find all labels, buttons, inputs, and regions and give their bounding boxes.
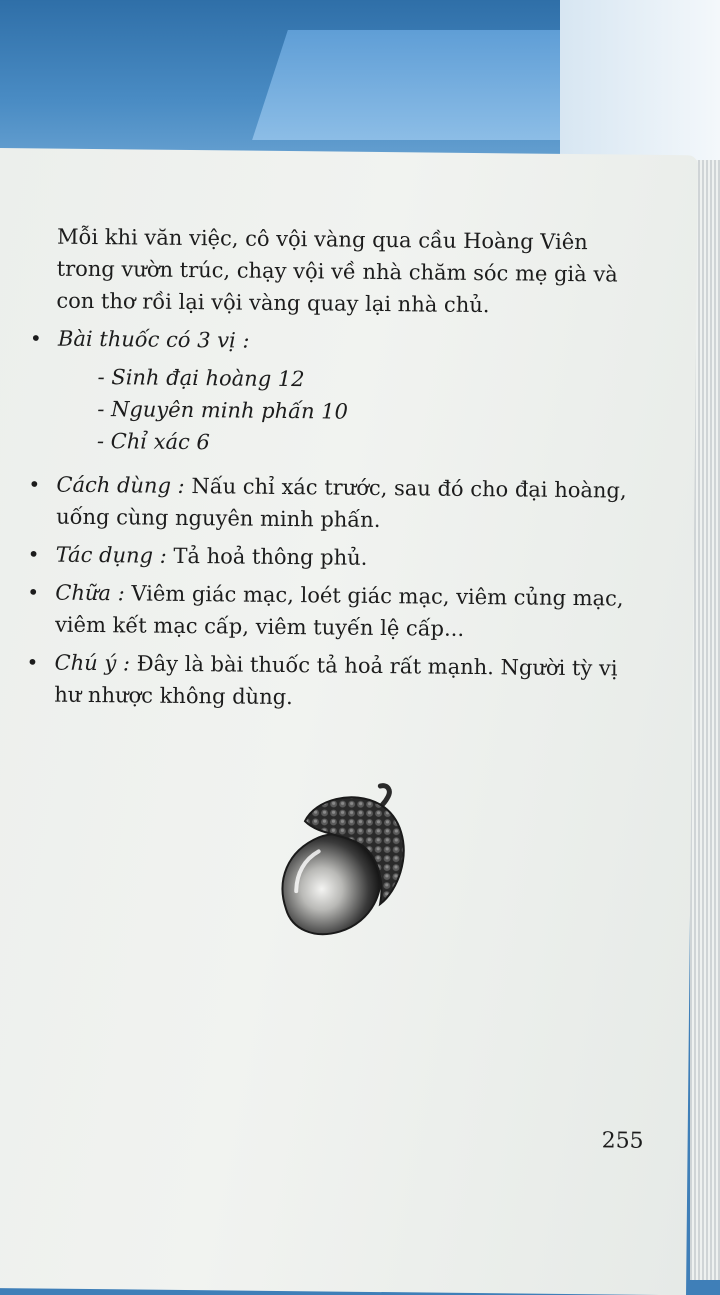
page-number: 255 [601,1128,644,1154]
treats-label: Chữa : [55,580,125,606]
remedy-item [29,323,636,361]
background-wall [560,0,720,170]
bullet: • [29,326,42,351]
ingredient-list [97,361,636,463]
bullet: • [28,472,41,497]
ingredient-item: - Sinh đại hoàng 12 [97,365,305,392]
acorn-icon [274,781,416,942]
bullet: • [26,650,39,675]
ingredient-item: - Chỉ xác 6 [96,429,210,455]
note-text: Đây là bài thuốc tả hoả rất mạnh. Người tỳ vị hư nhược không dùng. [54,651,618,710]
ingredient-item: - Nguyên minh phấn 10 [97,397,349,424]
book-page [0,148,698,1295]
page-body [26,221,637,723]
usage-item [28,469,635,539]
effect-item [27,539,634,577]
treats-text: Viêm giác mạc, loét giác mạc, viêm củng mạc, viêm kết mạc cấp, viêm tuyến lệ cấp... [54,581,624,641]
effect-label: Tác dụng : [55,542,167,568]
intro-paragraph: Mỗi khi văn việc, cô vội vàng qua cầu Hoàng Viên trong vườn trúc, chạy vội về nhà chăm sóc mẹ già và con thơ rồi lại vội vàng quay lại nhà chủ. [56,224,618,318]
note-label: Chú ý : [54,650,131,676]
treats-item [27,577,634,647]
bullet: • [27,580,40,605]
remedy-label: Bài thuốc có 3 vị : [57,326,250,353]
note-item [26,647,633,717]
usage-label: Cách dùng : [56,472,185,498]
bullet: • [27,542,40,567]
usage-text: Nấu chỉ xác trước, sau đó cho đại hoàng, uống cùng nguyên minh phấn. [56,473,627,533]
effect-text: Tả hoả thông phủ. [166,543,368,570]
